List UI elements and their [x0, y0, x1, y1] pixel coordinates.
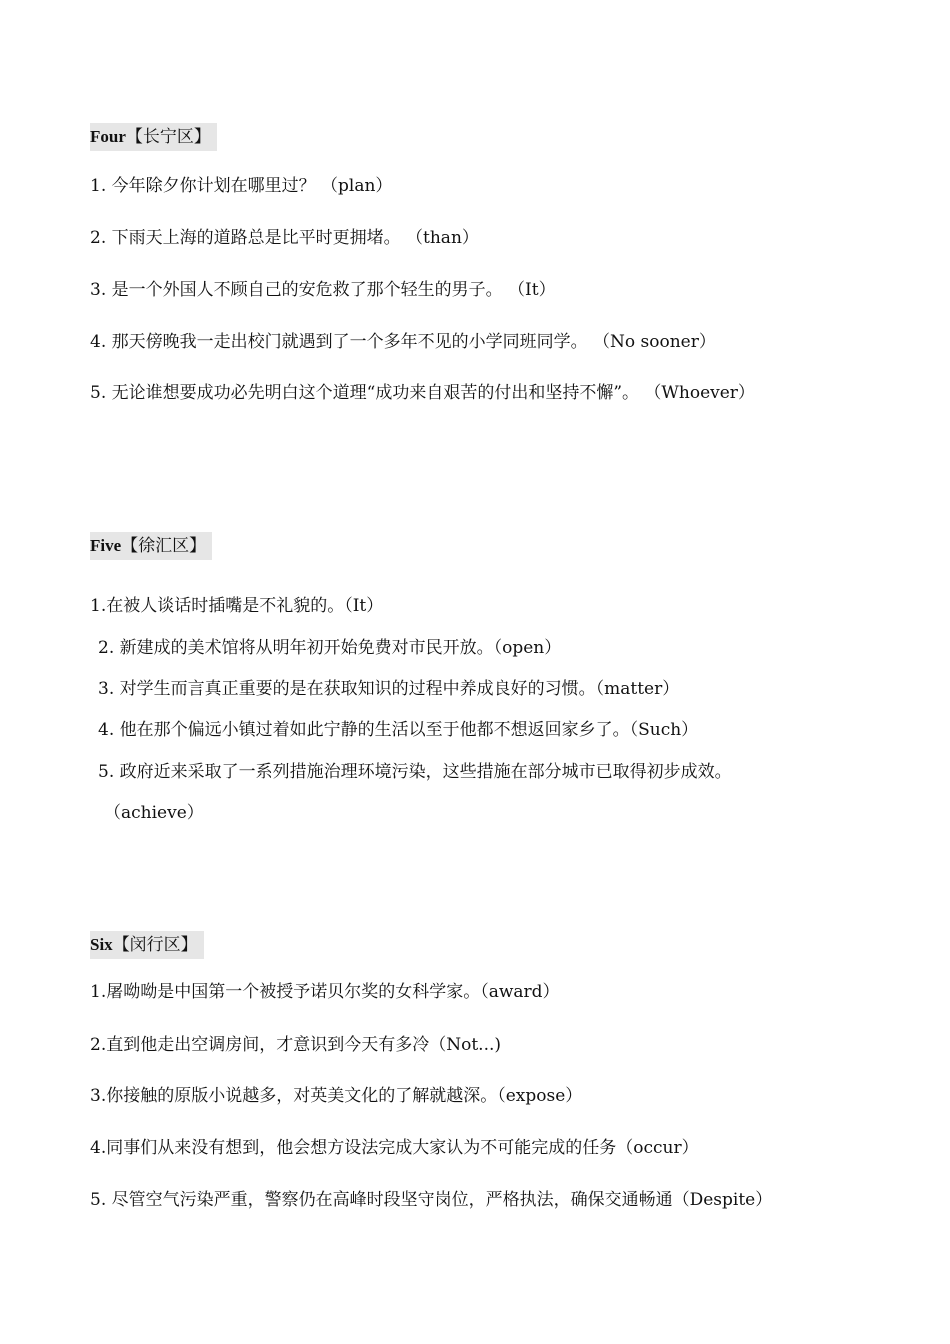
section-heading-six [90, 931, 204, 959]
list-item: 2. 下雨天上海的道路总是比平时更拥堵。 （than） [90, 228, 479, 248]
list-item: 2. 新建成的美术馆将从明年初开始免费对市民开放。（open） [98, 638, 562, 658]
list-item: 3.你接触的原版小说越多，对英美文化的了解就越深。（expose） [90, 1086, 583, 1106]
section-heading-cn: 【长宁区】 [125, 127, 211, 147]
section-heading-four [90, 123, 217, 151]
section-heading-en: Six [90, 935, 113, 954]
list-item: 2.直到他走出空调房间，才意识到今天有多冷（Not...) [90, 1035, 502, 1055]
section-heading-cn: 【徐汇区】 [121, 536, 207, 556]
list-item: 5. 政府近来采取了一系列措施治理环境污染，这些措施在部分城市已取得初步成效。 [98, 762, 732, 782]
section-heading-cn: 【闵行区】 [112, 935, 198, 955]
list-item: 1.在被人谈话时插嘴是不礼貌的。（It） [90, 596, 384, 616]
section-heading-five [90, 532, 212, 560]
list-item: 3. 对学生而言真正重要的是在获取知识的过程中养成良好的习惯。（matter） [98, 679, 680, 699]
list-item: 4.同事们从来没有想到，他会想方设法完成大家认为不可能完成的任务（occur） [90, 1138, 699, 1158]
list-item: 4. 那天傍晚我一走出校门就遇到了一个多年不见的小学同班同学。 （No sooner） [90, 332, 716, 352]
list-item: 5. 尽管空气污染严重，警察仍在高峰时段坚守岗位，严格执法，确保交通畅通（Despite） [90, 1190, 773, 1210]
section-heading-en: Five [90, 536, 122, 555]
list-item: 4. 他在那个偏远小镇过着如此宁静的生活以至于他都不想返回家乡了。（Such） [98, 720, 699, 740]
list-item-continuation: （achieve） [104, 803, 204, 823]
list-item: 5. 无论谁想要成功必先明白这个道理“成功来自艰苦的付出和坚持不懈”。 （Whoever） [90, 383, 755, 403]
list-item: 3. 是一个外国人不顾自己的安危救了那个轻生的男子。 （It） [90, 280, 556, 300]
list-item: 1. 今年除夕你计划在哪里过？ （plan） [90, 176, 393, 196]
section-heading-en: Four [90, 127, 126, 146]
list-item: 1.屠呦呦是中国第一个被授予诺贝尔奖的女科学家。（award） [90, 982, 560, 1002]
